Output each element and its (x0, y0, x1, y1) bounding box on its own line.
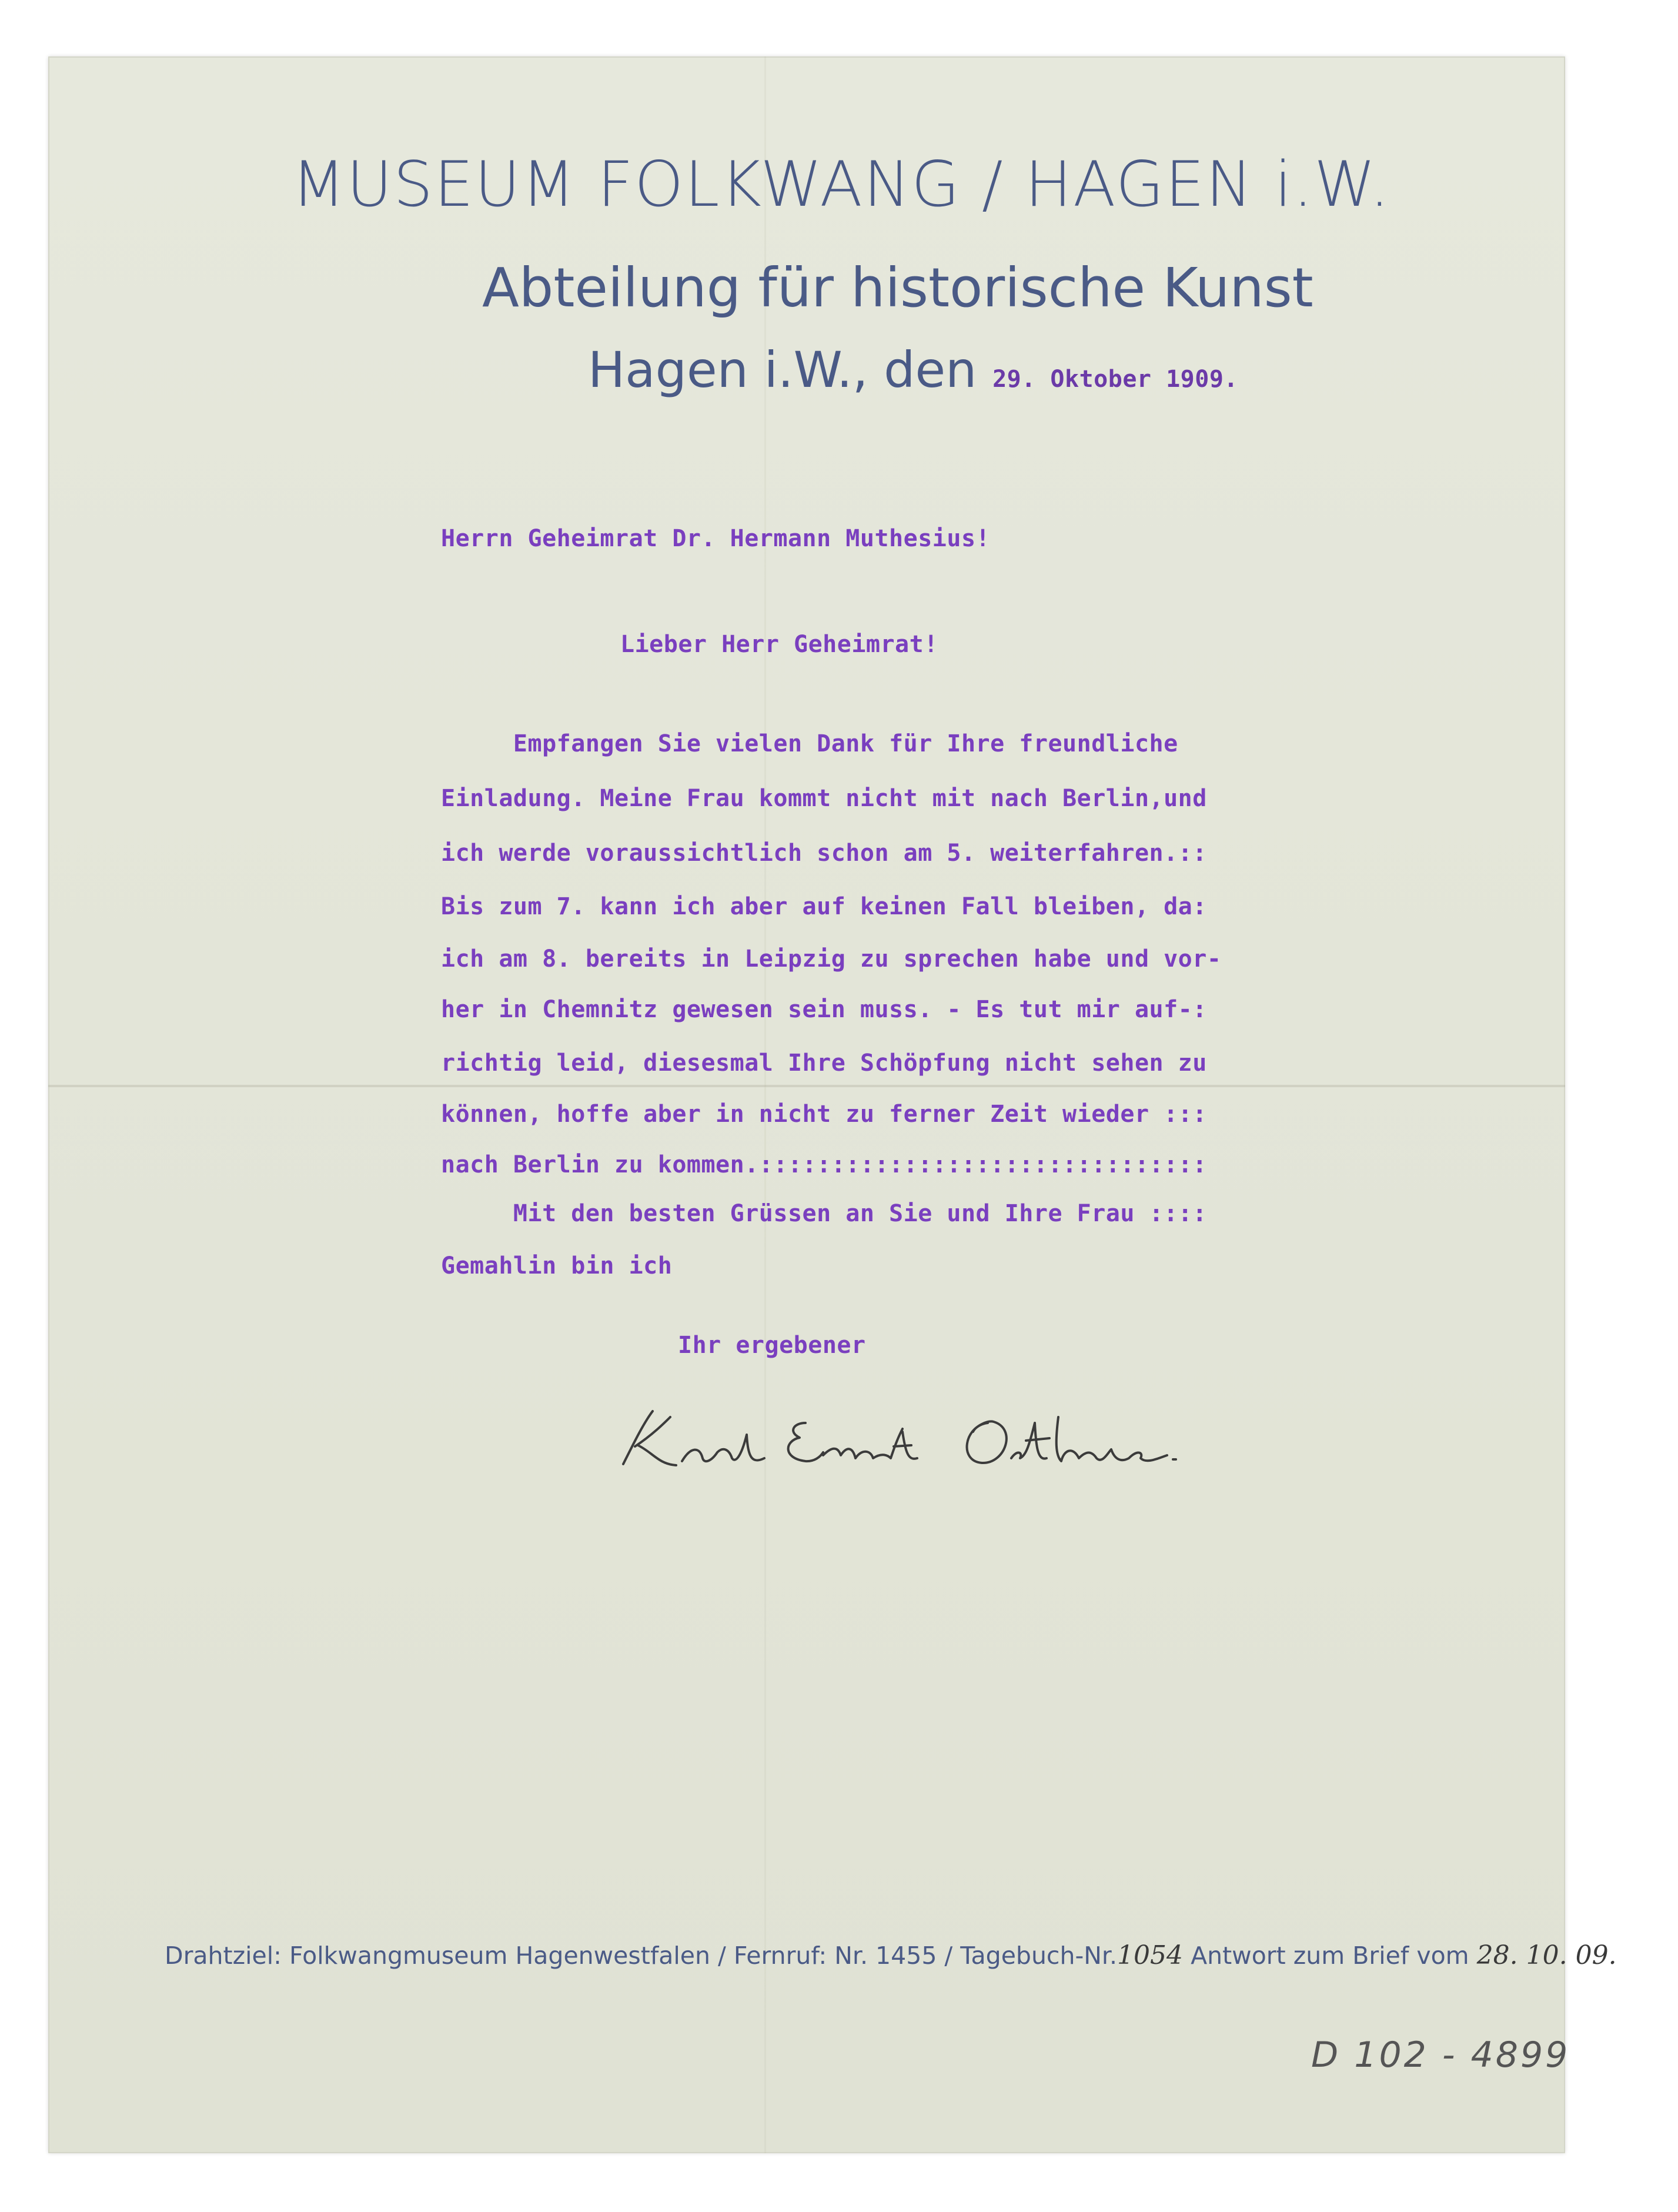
body-line: Empfangen Sie vielen Dank für Ihre freundliche (441, 730, 1178, 757)
letterhead-place-date (588, 341, 1238, 399)
body-line: Gemahlin bin ich (441, 1252, 673, 1279)
body-line: ich am 8. bereits in Leipzig zu sprechen habe und vor- (441, 945, 1222, 973)
reply-label: Antwort zum Brief vom (1191, 1942, 1469, 1970)
handwritten-signature (611, 1399, 1293, 1482)
body-line: Bis zum 7. kann ich aber auf keinen Fall bleiben, da: (441, 893, 1207, 920)
paper-fold-horizontal (48, 1085, 1565, 1087)
salutation: Lieber Herr Geheimrat! (620, 631, 938, 658)
archive-mark: D 102 - 4899 (1311, 2034, 1570, 2076)
signature (611, 1399, 1293, 1484)
reply-date: 28. 10. 09. (1476, 1940, 1617, 1970)
body-line: her in Chemnitz gewesen sein muss. - Es tut mir auf-: (441, 996, 1207, 1023)
letter-date: 29. Oktober 1909. (992, 366, 1238, 393)
recipient-line: Herrn Geheimrat Dr. Hermann Muthesius! (441, 525, 991, 552)
body-line: Mit den besten Grüssen an Sie und Ihre Frau :::: (441, 1200, 1207, 1227)
letterhead-footer (165, 1940, 1617, 1970)
letterhead-department: Abteilung für historische Kunst (482, 256, 1313, 319)
body-line: Einladung. Meine Frau kommt nicht mit nach Berlin,und (441, 785, 1207, 812)
footer-text: Drahtziel: Folkwangmuseum Hagenwestfalen / Fernruf: Nr. 1455 / Tagebuch-Nr. (165, 1942, 1118, 1970)
closing: Ihr ergebener (678, 1332, 866, 1359)
letterhead-title: MUSEUM FOLKWANG / HAGEN i.W. (292, 148, 1391, 220)
place-prefix: Hagen i.W., den (588, 341, 977, 399)
body-line: ich werde voraussichtlich schon am 5. weiterfahren.:: (441, 840, 1207, 867)
body-line: richtig leid, diesesmal Ihre Schöpfung nicht sehen zu (441, 1050, 1207, 1077)
journal-number: 1054 (1117, 1940, 1184, 1970)
body-line: können, hoffe aber in nicht zu ferner Zeit wieder ::: (441, 1101, 1207, 1128)
body-line: nach Berlin zu kommen.::::::::::::::::::::::::::::::: (441, 1151, 1207, 1178)
